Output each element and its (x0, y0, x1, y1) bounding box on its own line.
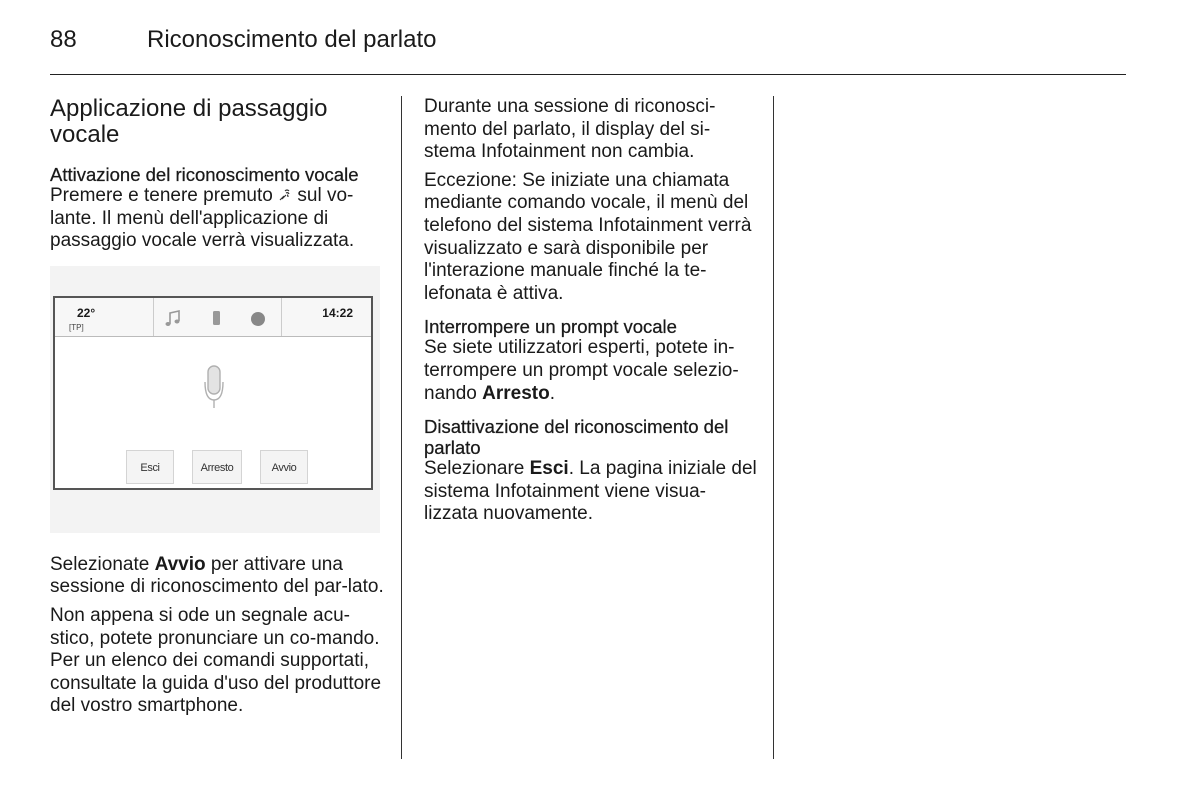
interrupt-paragraph: Se siete utilizzatori esperti, potete in-terrompere un prompt vocale selezio-nando Arresto. (424, 337, 739, 404)
arresto-term: Arresto (482, 382, 550, 404)
tp-indicator: [TP] (69, 322, 84, 332)
music-note-icon[interactable] (161, 306, 187, 330)
microphone-icon (203, 364, 225, 410)
esci-term: Esci (529, 458, 569, 480)
section-heading: Applicazione di passaggio vocale (50, 95, 328, 148)
page-header (50, 26, 1126, 60)
status-divider (281, 298, 282, 336)
session-paragraph: Durante una sessione di riconosci-mento del parlato, il display del si-stema Infotainment non cambia. (424, 96, 716, 163)
avvio-button[interactable]: Avvio (260, 450, 308, 484)
select-avvio-paragraph: Selezionate Avvio per attivare una sessione di riconoscimento del par-lato. (50, 553, 384, 598)
exception-paragraph: Eccezione: Se iniziate una chiamata mediante comando vocale, il menù del telefono del sistema Infotainment verrà visualizzato e sarà disponibile per l'interazione manuale finché la te-lefonata è attiva. (424, 169, 752, 304)
clock: 14:22 (322, 305, 353, 320)
arresto-button[interactable]: Arresto (192, 450, 242, 484)
right-column (424, 96, 759, 532)
voice-command-steering-icon (278, 187, 292, 203)
infotainment-display (53, 296, 373, 490)
subheading-deactivation: Disattivazione del riconoscimento del parlato (424, 416, 729, 459)
page-number: 88 (50, 26, 77, 53)
temperature: 22° (77, 305, 96, 320)
deactivation-paragraph: Selezionare Esci. La pagina iniziale del sistema Infotainment viene visua-lizzata nuovamente. (424, 458, 757, 525)
phone-icon[interactable] (203, 306, 229, 330)
left-column (50, 96, 385, 724)
status-divider (153, 298, 154, 336)
beep-paragraph: Non appena si ode un segnale acu-stico, potete pronunciare un co-mando. Per un elenco dei comandi supportati, consultate la guida d'uso del produttore del vostro smartphone. (50, 604, 382, 717)
intro-paragraph: Premere e tenere premuto sul vo-lante. Il menù dell'applicazione di passaggio vocale verrà visualizzata. (50, 185, 355, 252)
subheading-interrupt: Interrompere un prompt vocale (424, 316, 677, 338)
chapter-title: Riconoscimento del parlato (147, 26, 437, 53)
avvio-term: Avvio (154, 553, 206, 575)
status-bar (55, 298, 371, 337)
header-divider (50, 74, 1126, 75)
column-divider-1 (401, 96, 402, 759)
esci-button[interactable]: Esci (126, 450, 174, 484)
infotainment-screenshot (50, 266, 380, 533)
record-icon[interactable] (245, 306, 271, 330)
column-divider-2 (773, 96, 774, 759)
subheading-activation: Attivazione del riconoscimento vocale (50, 164, 359, 185)
